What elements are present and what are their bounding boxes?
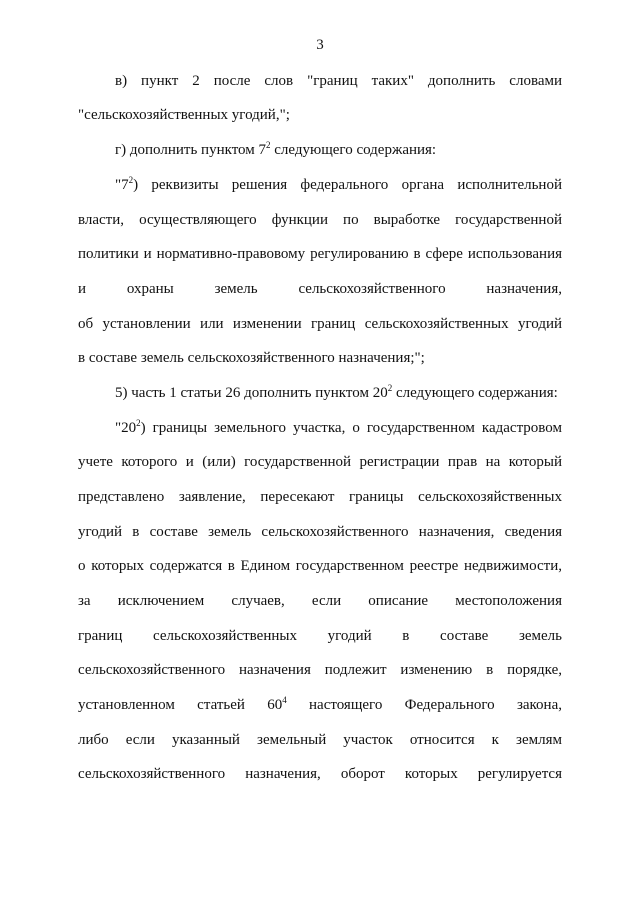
para-5-line: 5) часть 1 статьи 26 дополнить пунктом $20^2$ следующего содержания: bbox=[115, 383, 558, 401]
para-v-line-1: в) пункт 2 после слов "границ таких" дополнить словами bbox=[115, 73, 562, 89]
item-7-2-line-3: политики и нормативно-правовому регулированию в сфере использования bbox=[78, 246, 562, 262]
item-20-2-line-9: установленном статьей $60^4$ настоящего Федерального закона, bbox=[78, 695, 562, 713]
item-7-2-line-4: и охраны земель сельскохозяйственного назначения, bbox=[78, 281, 562, 297]
item-7-2-line-5: об установлении или изменении границ сельскохозяйственных угодий bbox=[78, 316, 562, 332]
item-20-2-line-8: сельскохозяйственного назначения подлежит изменению в порядке, bbox=[78, 662, 562, 678]
item-20-2-line-1: "$20^2$) границы земельного участка, о государственном кадастровом bbox=[115, 418, 562, 436]
item-20-2-line-6: за исключением случаев, если описание местоположения bbox=[78, 593, 562, 609]
item-20-2-line-2: учете которого и (или) государственной регистрации прав на который bbox=[78, 454, 562, 470]
item-20-2-line-4: угодий в составе земель сельскохозяйственного назначения, сведения bbox=[78, 524, 562, 540]
item-20-2-line-10: либо если указанный земельный участок относится к землям bbox=[78, 732, 562, 748]
item-20-2-line-11: сельскохозяйственного назначения, оборот которых регулируется bbox=[78, 766, 562, 782]
item-20-2-line-7: границ сельскохозяйственных угодий в составе земель bbox=[78, 628, 562, 644]
item-7-2-line-6: в составе земель сельскохозяйственного назначения;"; bbox=[78, 350, 425, 366]
item-20-2-line-5: о которых содержатся в Едином государственном реестре недвижимости, bbox=[78, 558, 562, 574]
page-number: 3 bbox=[316, 37, 324, 53]
item-20-2-line-3: представлено заявление, пересекают границы сельскохозяйственных bbox=[78, 489, 562, 505]
item-7-2-line-1: "$7^2$) реквизиты решения федерального органа исполнительной bbox=[115, 175, 562, 193]
para-v-line-2: "сельскохозяйственных угодий,"; bbox=[78, 107, 290, 123]
item-7-2-line-2: власти, осуществляющего функции по выработке государственной bbox=[78, 212, 562, 228]
para-g-line: г) дополнить пунктом $7^2$ следующего содержания: bbox=[115, 140, 437, 158]
